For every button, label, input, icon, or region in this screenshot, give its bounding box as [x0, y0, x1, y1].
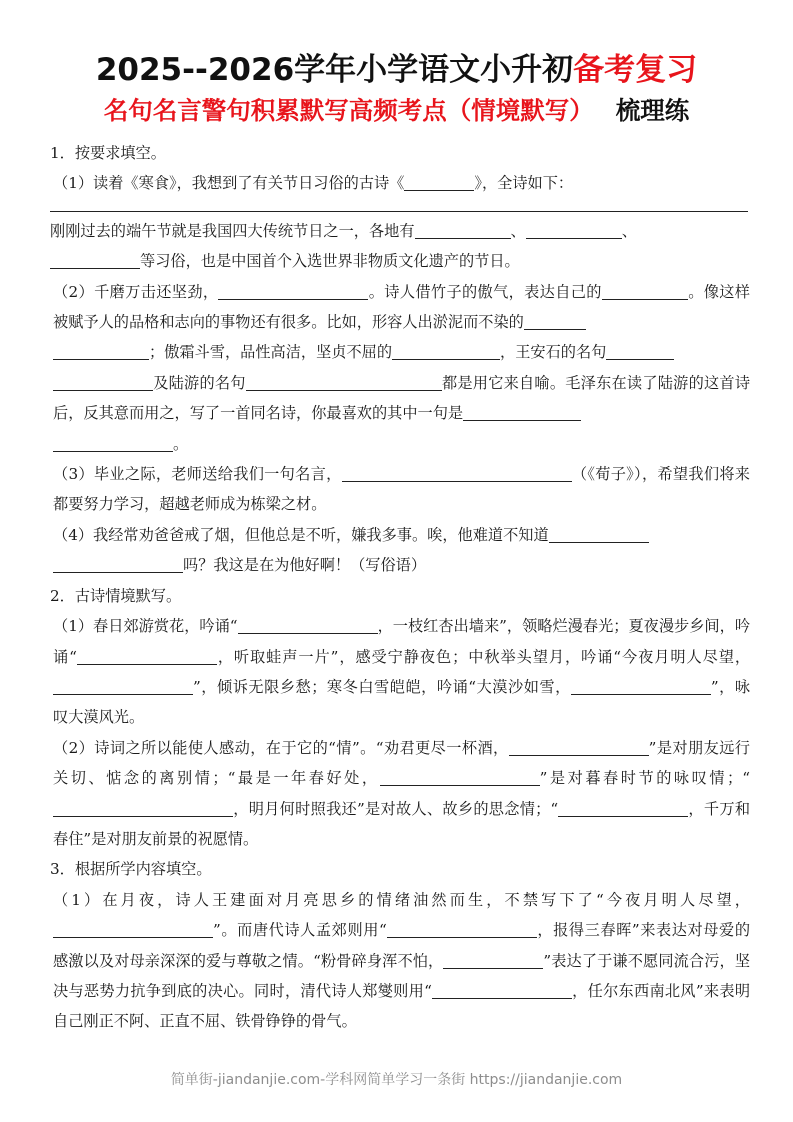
answer-blank[interactable]	[404, 172, 474, 191]
answer-blank[interactable]	[387, 919, 537, 938]
sub-title-black: 梳理练	[615, 96, 690, 125]
q1-part1-cont: 刚刚过去的端午节就是我国四大传统节日之一，各地有 、 、 等习俗，也是中国首个入选世界非物质文化遗产的节日。	[50, 221, 637, 271]
answer-blank[interactable]	[53, 341, 149, 360]
answer-blank[interactable]	[342, 463, 572, 482]
answer-blank[interactable]	[392, 341, 500, 360]
q3-heading: 3．根据所学内容填空。	[50, 860, 212, 879]
answer-blank[interactable]	[53, 676, 193, 695]
answer-blank[interactable]	[415, 220, 511, 239]
answer-blank[interactable]	[53, 798, 233, 817]
main-title-red: 备考复习	[573, 52, 698, 88]
q1-part2: （2）千磨万击还坚劲， 。诗人借竹子的傲气，表达自己的 。像这样被赋予人的品格和志向的事物还有很多。比如，形容人出淤泥而不染的 ；傲霜斗雪，品性高洁，坚贞不屈的 ，王安石的名句 及陆游的名句 都是用它来自喻。毛泽东在读了陆游的这首诗后，反其意而用之，写了一首同名诗，你最喜欢的其中一句是 。	[53, 282, 751, 453]
q2-heading: 2．古诗情境默写。	[50, 586, 182, 605]
answer-blank[interactable]	[53, 554, 183, 573]
answer-blank[interactable]	[558, 798, 688, 817]
q1-part4: （4）我经常劝爸爸戒了烟，但他总是不听，嫌我多事。唉，他难道不知道 吗？我这是在为他好啊！（写俗语）	[50, 520, 750, 581]
sub-title-red: 名句名言警句积累默写高频考点（情境默写）	[103, 96, 594, 125]
sub-title	[0, 92, 793, 127]
answer-blank[interactable]	[509, 737, 649, 756]
answer-blank[interactable]	[571, 676, 711, 695]
answer-blank[interactable]	[246, 372, 442, 391]
q1-part3: （3）毕业之际，老师送给我们一句名言， （《荀子》），希望我们将来都要努力学习，超越老师成为栋梁之材。	[53, 465, 750, 514]
main-title	[0, 44, 793, 89]
exercise-content	[50, 138, 750, 1037]
answer-blank[interactable]	[463, 402, 581, 421]
q2-part1: （1）春日郊游赏花，吟诵“ ，一枝红杏出墙来”，领略烂漫春光；夏夜漫步乡间，吟诵“ ，听取蛙声一片”，感受宁静夜色；中秋举头望月，吟诵“今夜月明人尽望，”，倾诉无限乡愁；寒冬白雪皑皑，吟诵“大漠沙如雪， ”，咏叹大漠风光。	[53, 617, 751, 727]
answer-blank[interactable]	[218, 281, 368, 300]
answer-blank[interactable]	[53, 372, 153, 391]
answer-blank[interactable]	[443, 950, 543, 969]
site-watermark: 简单街-jiandanjie.com-学科网简单学习一条街 https://jiandanjie.com	[170, 1072, 623, 1088]
answer-blank[interactable]	[380, 767, 540, 786]
answer-blank[interactable]	[53, 433, 173, 452]
answer-blank[interactable]	[77, 646, 217, 665]
answer-blank[interactable]	[549, 524, 649, 543]
answer-blank[interactable]	[238, 615, 378, 634]
answer-blank[interactable]	[50, 250, 140, 269]
q3-part1: （1）在月夜，诗人王建面对月亮思乡的情绪油然而生，不禁写下了“今夜月明人尽望，”。而唐代诗人孟郊则用“ ，报得三春晖”来表达对母爱的感激以及对母亲深深的爱与尊敬之情。“粉骨碎身浑不怕， ”表达了于谦不愿同流合污，坚决与恶势力抗争到底的决心。同时，清代诗人郑燮则用“ ，任尔东西南北风”来表明自己刚正不阿、正直不屈、铁骨铮铮的骨气。	[53, 890, 751, 1031]
main-title-black: 2025--2026学年小学语文小升初	[95, 52, 574, 88]
answer-blank[interactable]	[602, 281, 688, 300]
answer-blank[interactable]	[526, 220, 622, 239]
answer-blank[interactable]	[53, 919, 213, 938]
q2-part2: （2）诗词之所以能使人感动，在于它的“情”。“劝君更尽一杯酒， ”是对朋友远行关切、惦念的离别情；“最是一年春好处， ”是对暮春时节的咏叹情；“，明月何时照我还”是对故人、故乡的思念情；“ ，千万和春住”是对朋友前景的祝愿情。	[53, 738, 751, 848]
answer-blank[interactable]	[524, 311, 586, 330]
answer-blank-full-line[interactable]	[50, 199, 748, 212]
q1-part1: （1）读着《寒食》，我想到了有关节日习俗的古诗《 》，全诗如下：	[53, 174, 574, 193]
answer-blank[interactable]	[432, 980, 572, 999]
q1-heading: 1．按要求填空。	[50, 144, 166, 162]
answer-blank[interactable]	[606, 341, 674, 360]
